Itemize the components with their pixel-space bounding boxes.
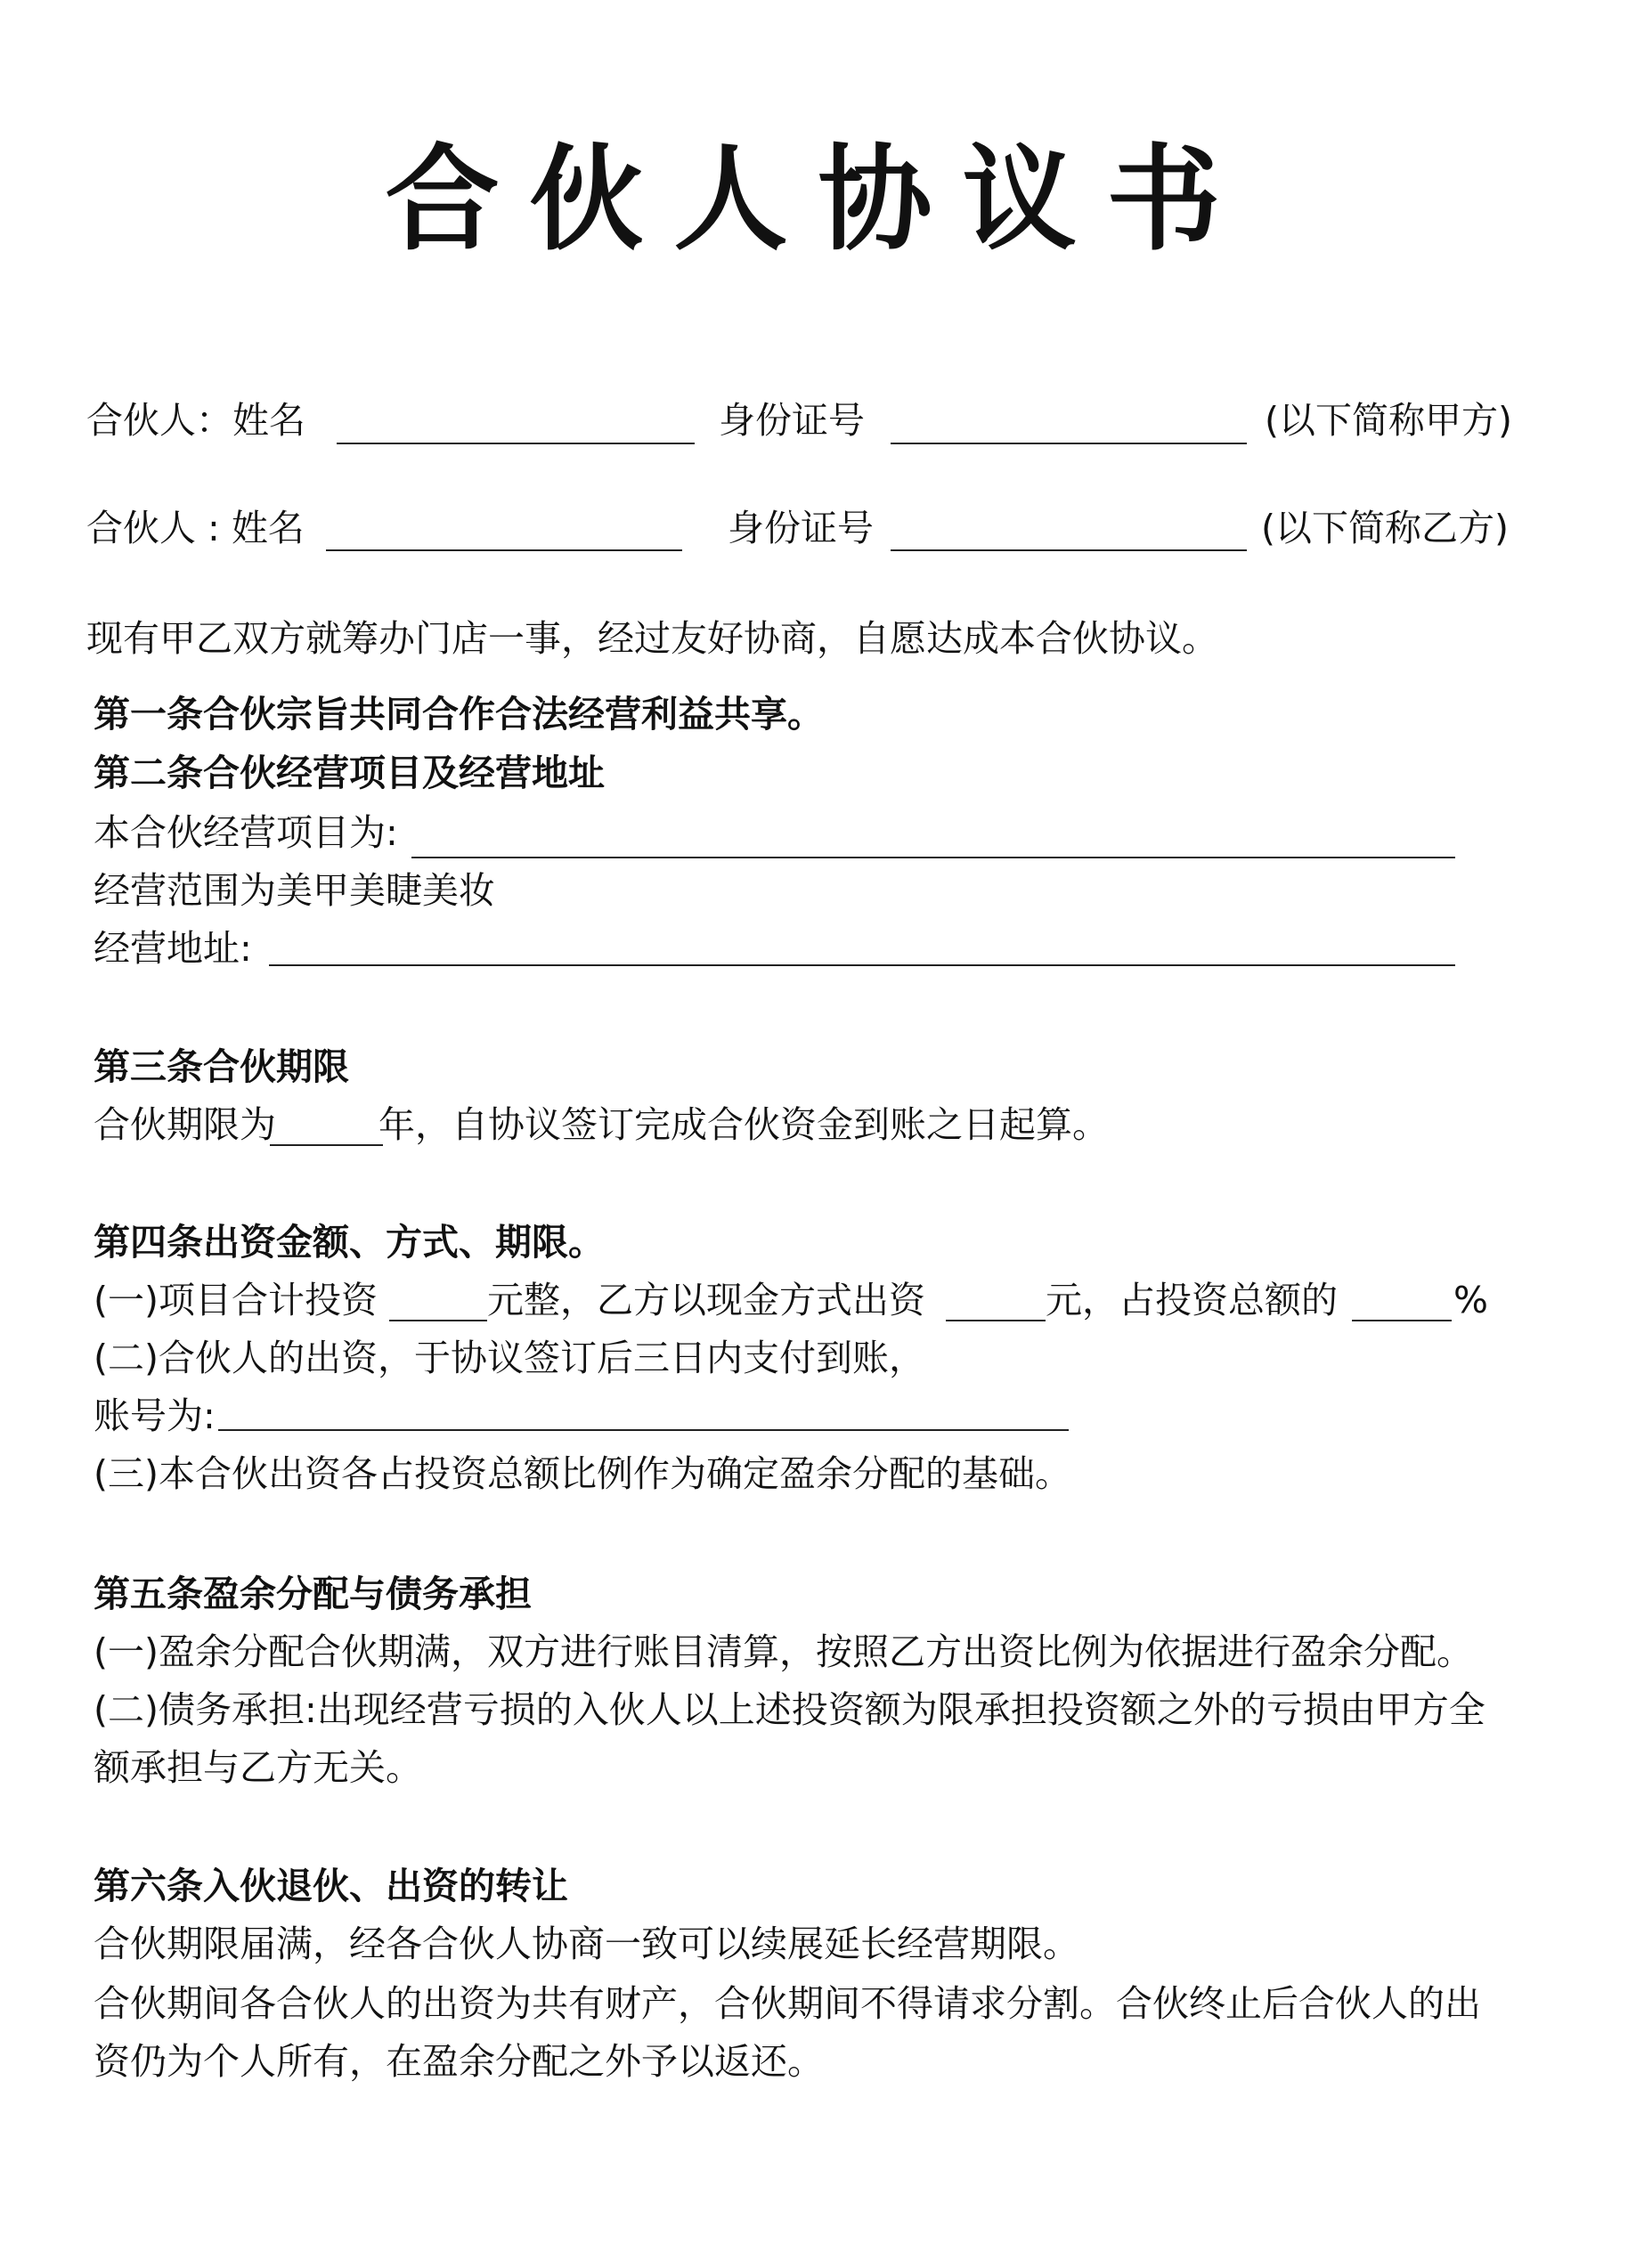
percentage-blank[interactable] — [1352, 1320, 1452, 1321]
party-a-id-blank[interactable] — [891, 443, 1247, 444]
article2-heading: 第二条合伙经营项目及经营地址 — [94, 752, 605, 794]
party-b-contribution-blank[interactable] — [946, 1320, 1046, 1321]
profit-basis-text: (三)本合伙出资各占投资总额比例作为确定盈余分配的基础。 — [94, 1452, 1071, 1495]
party-b-id-label: 身份证号 — [728, 507, 874, 549]
project-blank[interactable] — [411, 857, 1455, 858]
term-years-blank[interactable] — [270, 1144, 383, 1146]
document-title: 合伙人协议书 — [385, 134, 1251, 266]
party-a-name-blank[interactable] — [337, 443, 695, 444]
term-text-before: 合伙期限为 — [94, 1103, 276, 1146]
profit-distribution-text: (一)盈余分配合伙期满，双方进行账目清算，按照乙方出资比例为依据进行盈余分配。 — [94, 1630, 1473, 1673]
article6-line2: 合伙期间各合伙人的出资为共有财产，合伙期间不得请求分割。合伙终止后合伙人的出 — [94, 1982, 1481, 2025]
debt-bearing-line1: (二)债务承担:出现经营亏损的入伙人以上述投资额为限承担投资额之外的亏损由甲方全 — [94, 1688, 1485, 1731]
party-b-name-blank[interactable] — [326, 549, 682, 551]
party-b-suffix: (以下简称乙方) — [1261, 507, 1509, 549]
article3-heading: 第三条合伙期限 — [94, 1045, 349, 1088]
party-a-id-label: 身份证号 — [719, 399, 865, 442]
total-investment-blank[interactable] — [389, 1320, 487, 1321]
article1-heading: 第一条合伙宗旨共同合作合法经营利益共享。 — [94, 693, 824, 736]
party-a-name-label: 合伙人：姓名 — [86, 399, 305, 442]
party-b-name-label: 合伙人 : 姓名 — [86, 507, 305, 549]
article5-heading: 第五条盈余分配与债务承担 — [94, 1573, 532, 1615]
address-label: 经营地址: — [94, 927, 252, 970]
investment-text-b: 元整，乙方以现金方式出资 — [487, 1279, 925, 1321]
percent-sign: % — [1453, 1279, 1488, 1321]
address-blank[interactable] — [269, 964, 1455, 966]
debt-bearing-line2: 额承担与乙方无关。 — [94, 1746, 422, 1789]
party-a-suffix: (以下简称甲方) — [1265, 399, 1512, 442]
term-text-after: 年，自协议签订完成合伙资金到账之日起算。 — [378, 1103, 1109, 1146]
article4-heading: 第四条出资金额、方式、期限。 — [94, 1221, 605, 1264]
investment-text-c: 元，占投资总额的 — [1046, 1279, 1338, 1321]
account-blank[interactable] — [218, 1429, 1069, 1431]
account-label: 账号为: — [94, 1394, 216, 1437]
article6-heading: 第六条入伙退伙、出资的转让 — [94, 1865, 568, 1907]
business-scope: 经营范围为美甲美睫美妆 — [94, 869, 495, 912]
intro-text: 现有甲乙双方就筹办门店一事，经过友好协商，自愿达成本合伙协议。 — [86, 617, 1218, 660]
party-b-id-blank[interactable] — [891, 549, 1247, 551]
article6-line1: 合伙期限届满，经各合伙人协商一致可以续展延长经营期限。 — [94, 1923, 1079, 1965]
project-label: 本合伙经营项目为: — [94, 811, 398, 854]
investment-text-a: (一)项目合计投资 — [94, 1279, 378, 1321]
contribution-payment-text: (二)合伙人的出资，于协议签订后三日内支付到账， — [94, 1337, 925, 1379]
article6-line3: 资仍为个人所有，在盈余分配之外予以返还。 — [94, 2040, 824, 2083]
